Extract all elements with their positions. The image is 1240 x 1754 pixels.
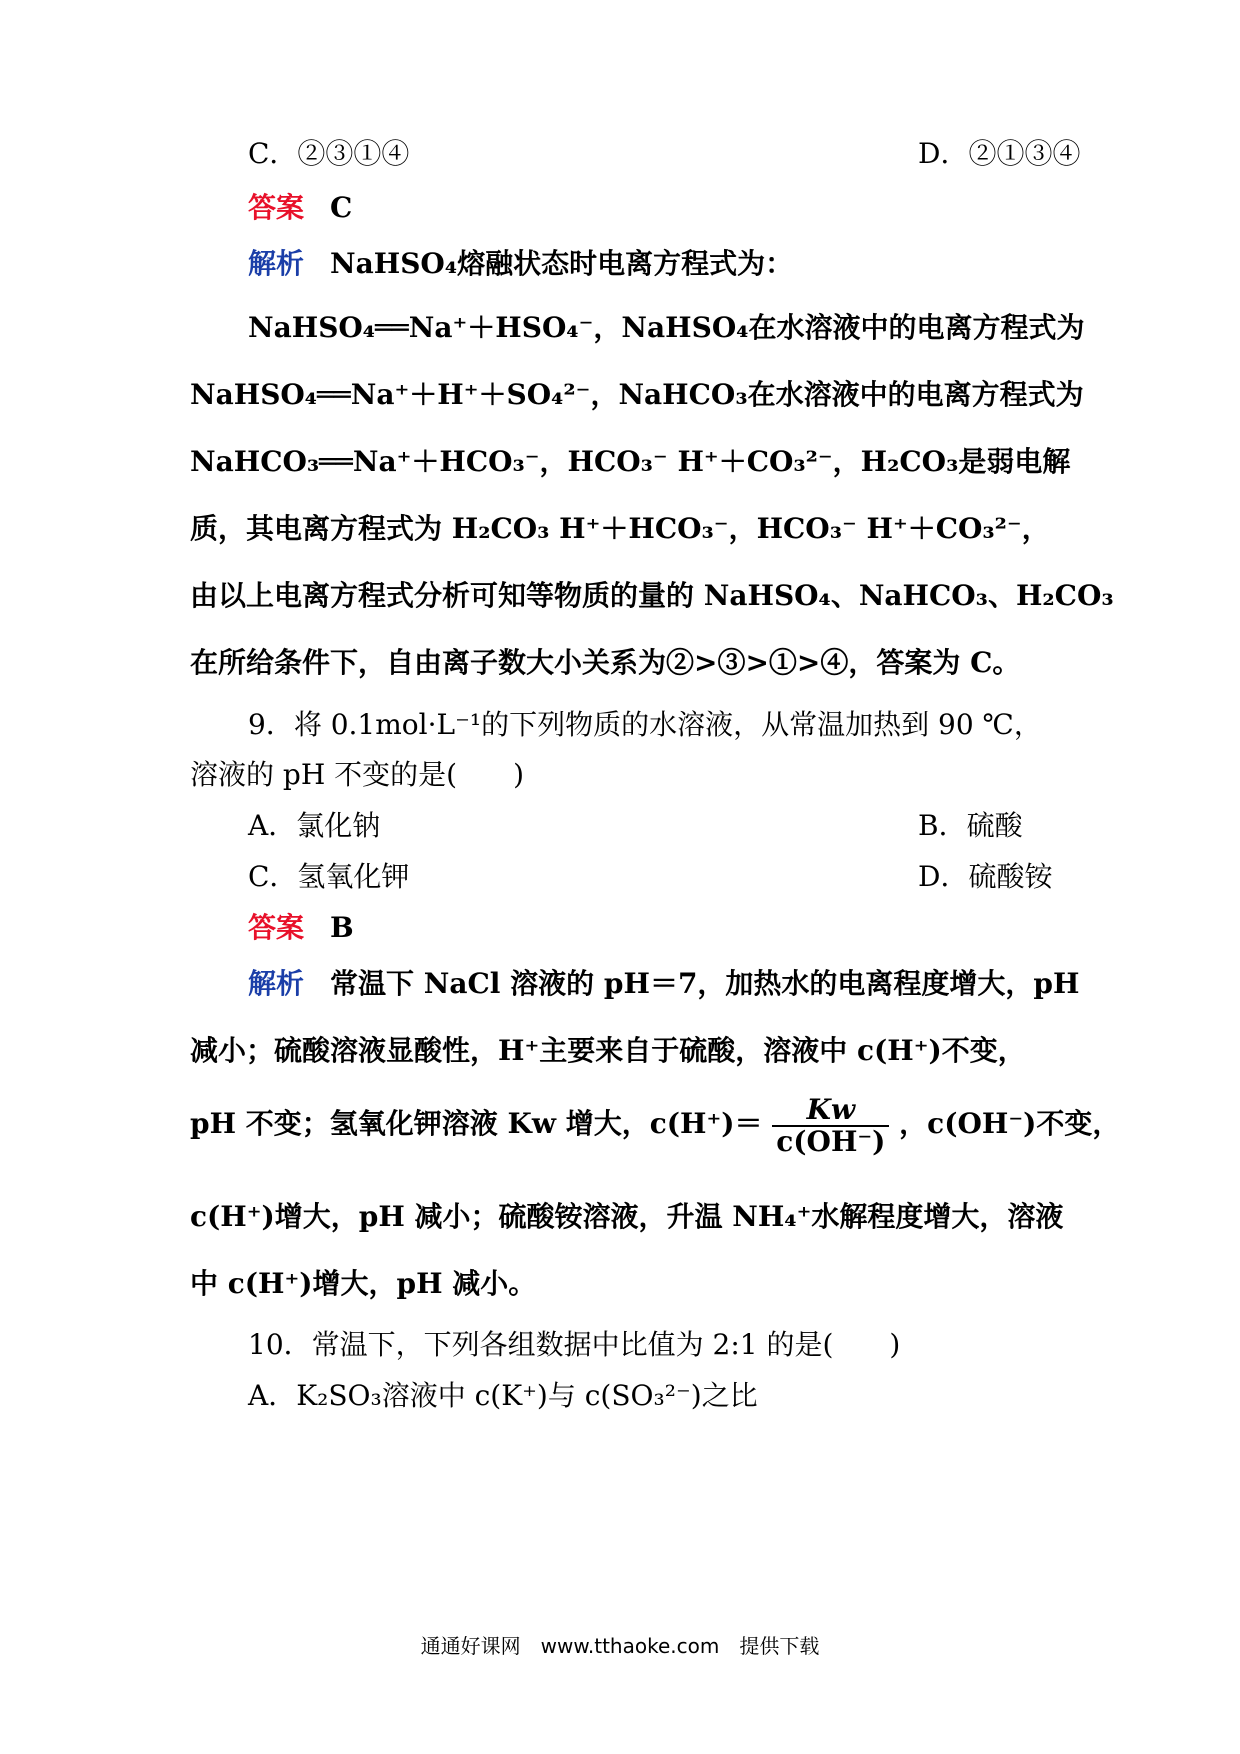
- answer-value: B: [330, 911, 354, 944]
- q8-analysis-line-7: 在所给条件下，自由离子数大小关系为②>③>①>④，答案为 C。: [190, 646, 1021, 679]
- fraction-denominator: c(OH⁻): [776, 1124, 886, 1158]
- q8-analysis-line-5: 质，其电离方程式为 H₂CO₃ H⁺＋HCO₃⁻，HCO₃⁻ H⁺＋CO₃²⁻，: [190, 512, 1050, 545]
- q9-option-c: C．氢氧化钾: [248, 860, 410, 893]
- answer-tag: 答案: [248, 911, 305, 944]
- q9-analysis-line-1: 解析 常温下 NaCl 溶液的 pH＝7，加热水的电离程度增大，pH: [248, 967, 1080, 1000]
- q9-stem-line-2: 溶液的 pH 不变的是( ): [190, 758, 524, 791]
- q9-stem-line-1: 9．将 0.1mol·L⁻¹的下列物质的水溶液，从常温加热到 90 ℃，: [248, 708, 1042, 741]
- q9-option-a: A．氯化钠: [248, 809, 381, 842]
- page-footer: 通通好课网 www.tthaoke.com 提供下载: [420, 1634, 820, 1658]
- q9-analysis-line-4: c(H⁺)增大，pH 减小；硫酸铵溶液，升温 NH₄⁺水解程度增大，溶液: [190, 1200, 1064, 1233]
- q8-answer: [248, 190, 1120, 226]
- analysis-tag: 解析: [248, 247, 305, 280]
- q9-answer: [248, 910, 1120, 946]
- q8-options-row: [248, 136, 1120, 172]
- q9-options-row-1: [248, 808, 1120, 844]
- analysis-tag: 解析: [248, 967, 305, 1000]
- q9-options-row-2: [248, 859, 1120, 895]
- q10-stem: 10．常温下，下列各组数据中比值为 2:1 的是( ): [248, 1328, 901, 1361]
- q8-option-d: D．②①③④: [918, 137, 1081, 170]
- q9-option-b: B．硫酸: [918, 809, 1023, 842]
- q8-analysis-line-2: NaHSO₄══Na⁺＋HSO₄⁻，NaHSO₄在水溶液中的电离方程式为: [248, 311, 1085, 344]
- q8-option-c: C．②③①④: [248, 137, 410, 170]
- answer-value: C: [330, 191, 353, 224]
- q8-analysis-line-4: NaHCO₃══Na⁺＋HCO₃⁻，HCO₃⁻ H⁺＋CO₃²⁻，H₂CO₃是弱电解: [190, 445, 1071, 478]
- q9-analysis-line-5: 中 c(H⁺)增大，pH 减小。: [190, 1267, 537, 1300]
- q9-option-d: D．硫酸铵: [918, 860, 1053, 893]
- q8-analysis-line-1: 解析 NaHSO₄熔融状态时电离方程式为：: [248, 247, 794, 280]
- q8-analysis-line-6: 由以上电离方程式分析可知等物质的量的 NaHSO₄、NaHCO₃、H₂CO₃: [190, 579, 1114, 612]
- fraction-kw-over-coh: [772, 1092, 889, 1158]
- q9-analysis-line-2: 减小；硫酸溶液显酸性，H⁺主要来自于硫酸，溶液中 c(H⁺)不变，: [190, 1034, 1026, 1067]
- q8-analysis-line-3: NaHSO₄══Na⁺＋H⁺＋SO₄²⁻，NaHCO₃在水溶液中的电离方程式为: [190, 378, 1084, 411]
- q10-option-a: A．K₂SO₃溶液中 c(K⁺)与 c(SO₃²⁻)之比: [248, 1379, 758, 1412]
- answer-tag: 答案: [248, 191, 305, 224]
- q9-analysis-line-3: pH 不变；氢氧化钾溶液 Kw 增大，c(H⁺)＝ $\frac{Kw}{c(OH^-)}$ ，c(OH⁻)不变，: [190, 1092, 1121, 1158]
- fraction-numerator: Kw: [772, 1095, 889, 1127]
